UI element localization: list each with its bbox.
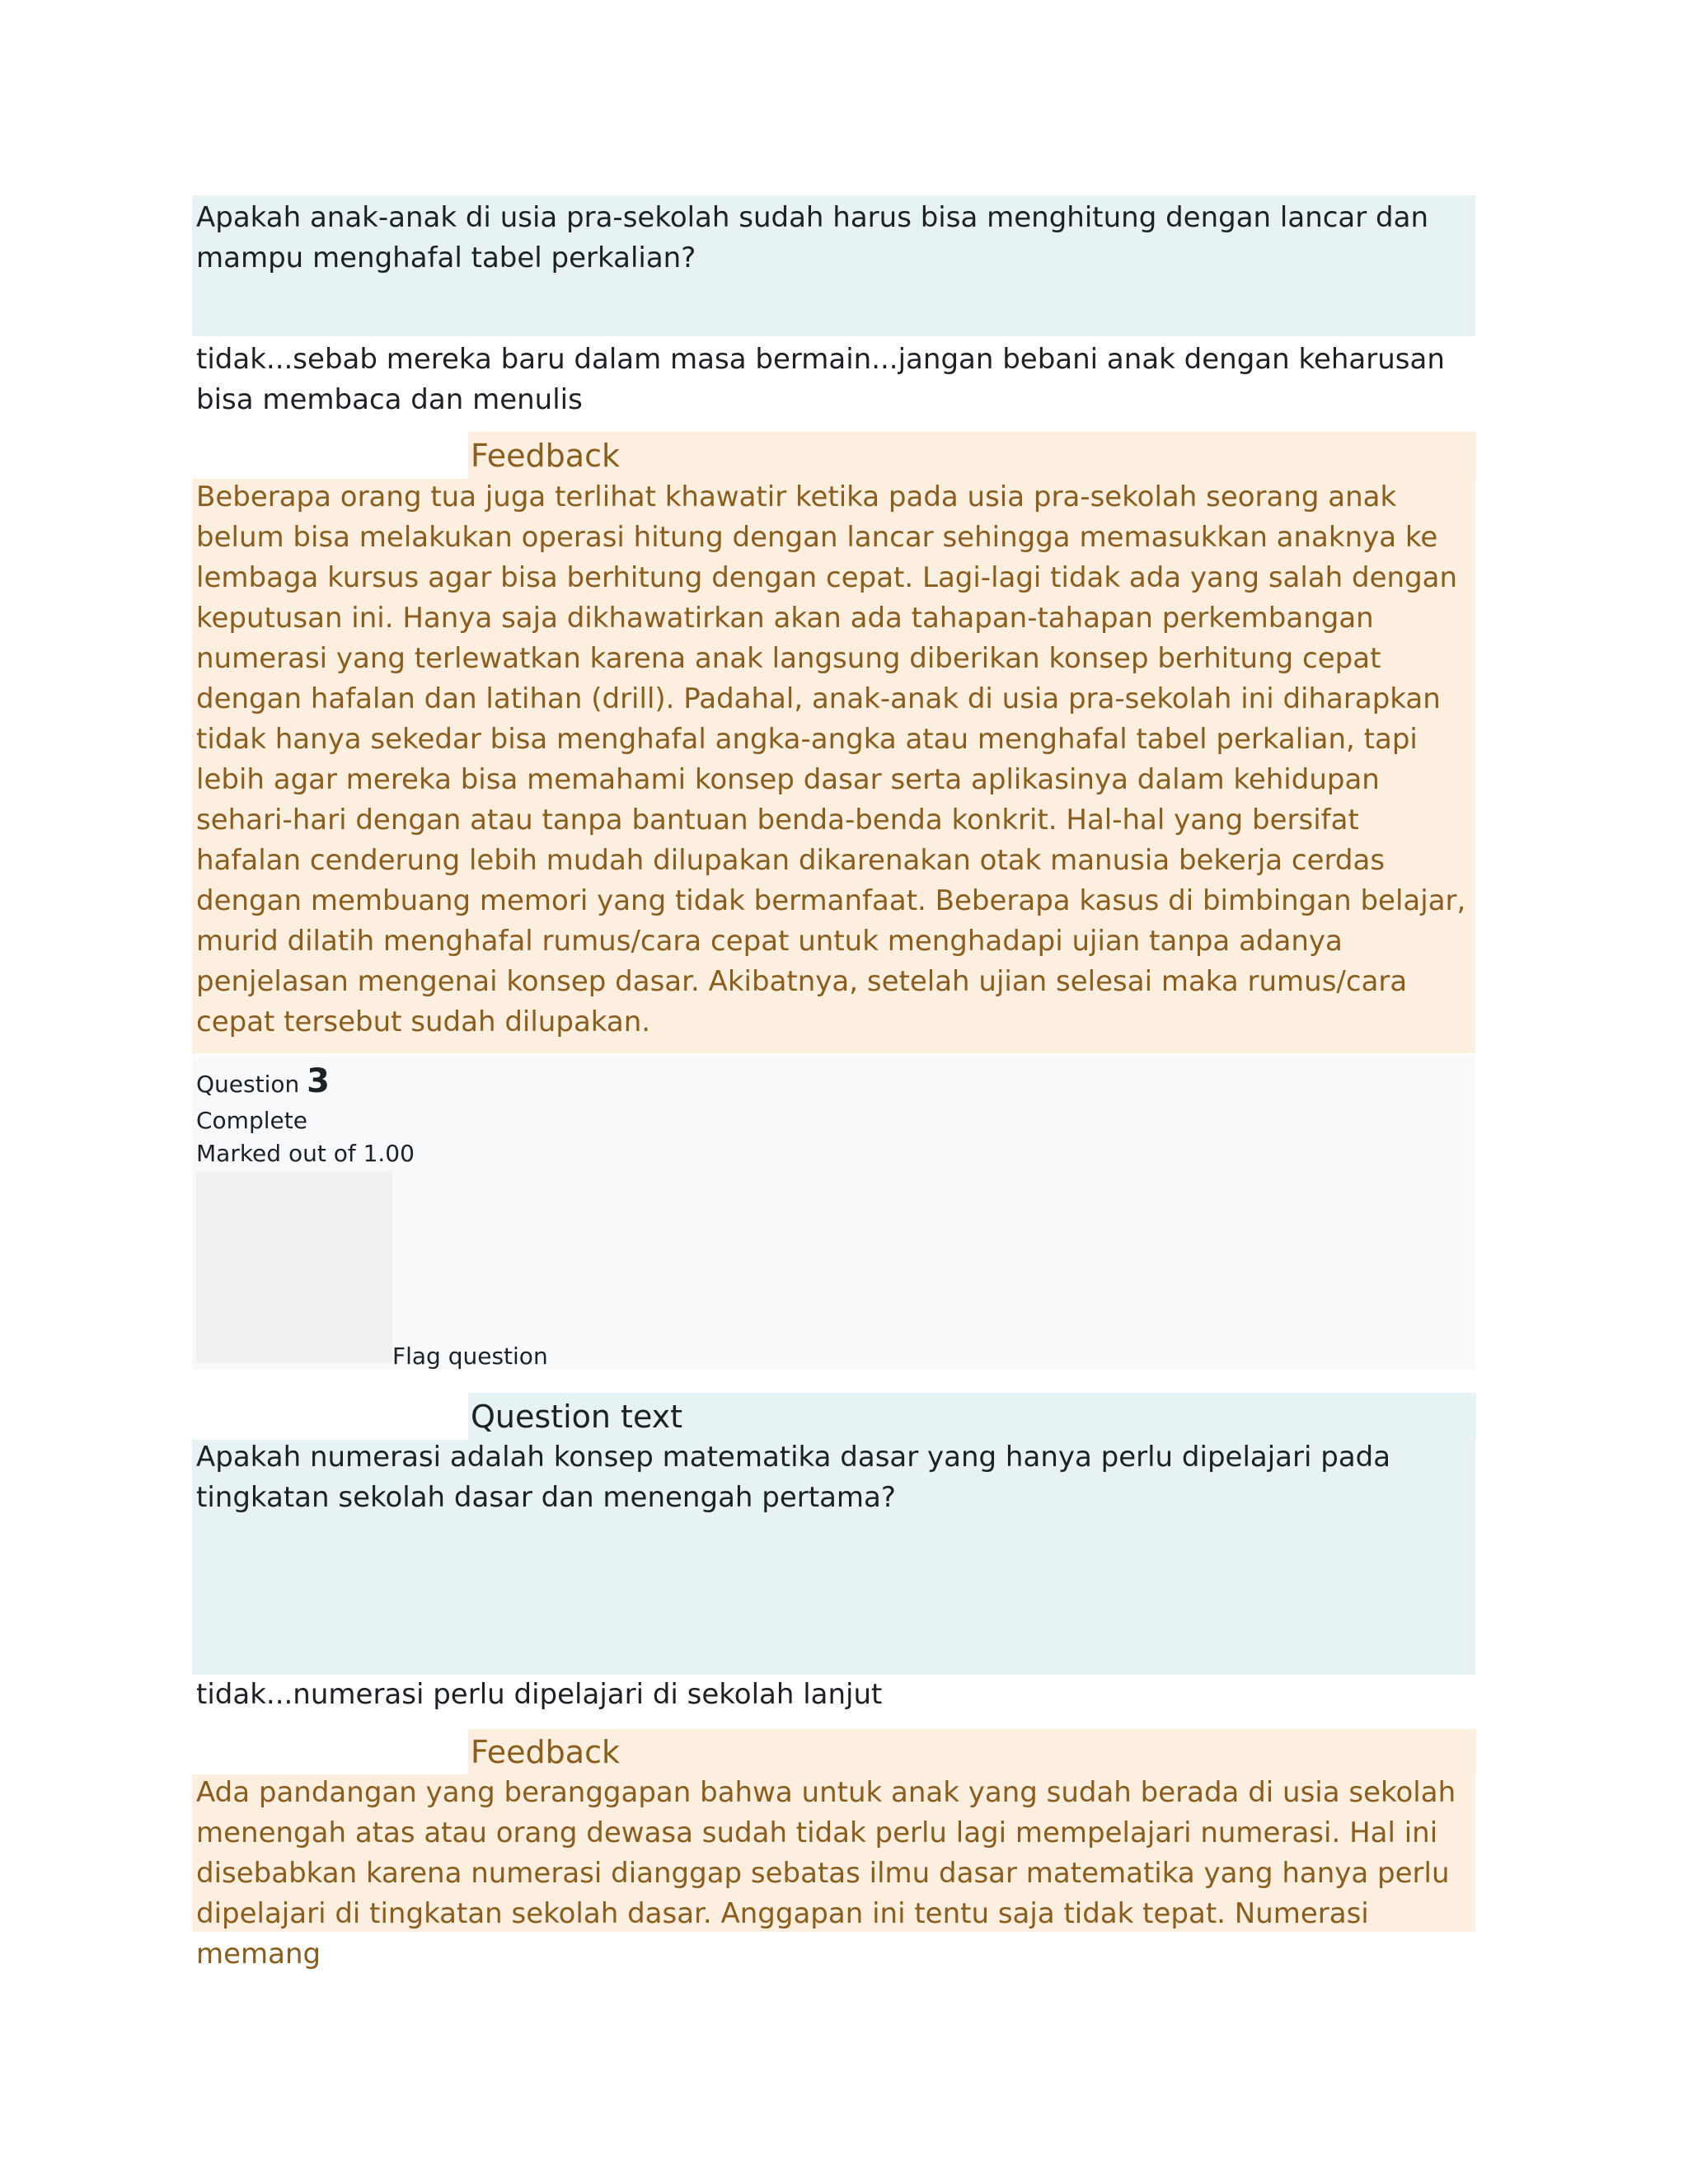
q3-number: 3 [307, 1062, 330, 1100]
q3-question-number [196, 1062, 330, 1101]
q2-question-text: Apakah anak-anak di usia pra-sekolah sudah harus bisa menghitung dengan lancar dan mampu menghafal tabel perkalian? [196, 201, 1429, 274]
q3-feedback-heading: Feedback [471, 1734, 620, 1770]
flag-question-link[interactable]: Flag question [392, 1343, 548, 1370]
q3-status: Complete [196, 1107, 307, 1134]
q2-feedback-heading: Feedback [471, 438, 620, 474]
q3-question-label: Question [196, 1071, 300, 1098]
q2-feedback: Beberapa orang tua juga terlihat khawatir ketika pada usia pra-sekolah seorang anak belum bisa melakukan operasi hitung dengan lancar sehingga memasukkan anaknya ke lembaga kursus agar bisa berhitung dengan cepat. Lagi-lagi tidak ada yang salah dengan keputusan ini. Hanya saja dikhawatirkan akan ada tahapan-tahapan perkembangan numerasi yang terlewatkan karena anak langsung diberikan konsep berhitung cepat dengan hafalan dan latihan (drill). Padahal, anak-anak di usia pra-sekolah ini diharapkan tidak hanya sekedar bisa menghafal angka-angka atau menghafal tabel perkalian, tapi lebih agar mereka bisa memahami konsep dasar serta aplikasinya dalam kehidupan sehari-hari dengan atau tanpa bantuan benda-benda konkrit. Hal-hal yang bersifat hafalan cenderung lebih mudah dilupakan dikarenakan otak manusia bekerja cerdas dengan membuang memori yang tidak bermanfaat. Beberapa kasus di bimbingan belajar, murid dilatih menghafal rumus/cara cepat untuk menghadapi ujian tanpa adanya penjelasan mengenai konsep dasar. Akibatnya, setelah ujian selesai maka rumus/cara cepat tersebut sudah dilupakan. [196, 480, 1466, 1038]
q3-feedback: Ada pandangan yang beranggapan bahwa untuk anak yang sudah berada di usia sekolah menengah atas atau orang dewasa sudah tidak perlu lagi mempelajari numerasi. Hal ini disebabkan karena numerasi dianggap sebatas ilmu dasar matematika yang hanya perlu dipelajari di tingkatan sekolah dasar. Anggapan ini tentu saja tidak tepat. Numerasi memang [196, 1776, 1456, 1971]
q3-marked: Marked out of 1.00 [196, 1140, 415, 1167]
flag-question-checkbox[interactable] [196, 1172, 392, 1363]
q3-answer: tidak...numerasi perlu dipelajari di sekolah lanjut [196, 1678, 883, 1711]
q2-answer: tidak...sebab mereka baru dalam masa bermain...jangan bebani anak dengan keharusan bisa membaca dan menulis [196, 343, 1445, 416]
q3-question-text-heading: Question text [471, 1399, 683, 1435]
q3-question-text: Apakah numerasi adalah konsep matematika dasar yang hanya perlu dipelajari pada tingkatan sekolah dasar dan menengah pertama? [196, 1441, 1391, 1514]
